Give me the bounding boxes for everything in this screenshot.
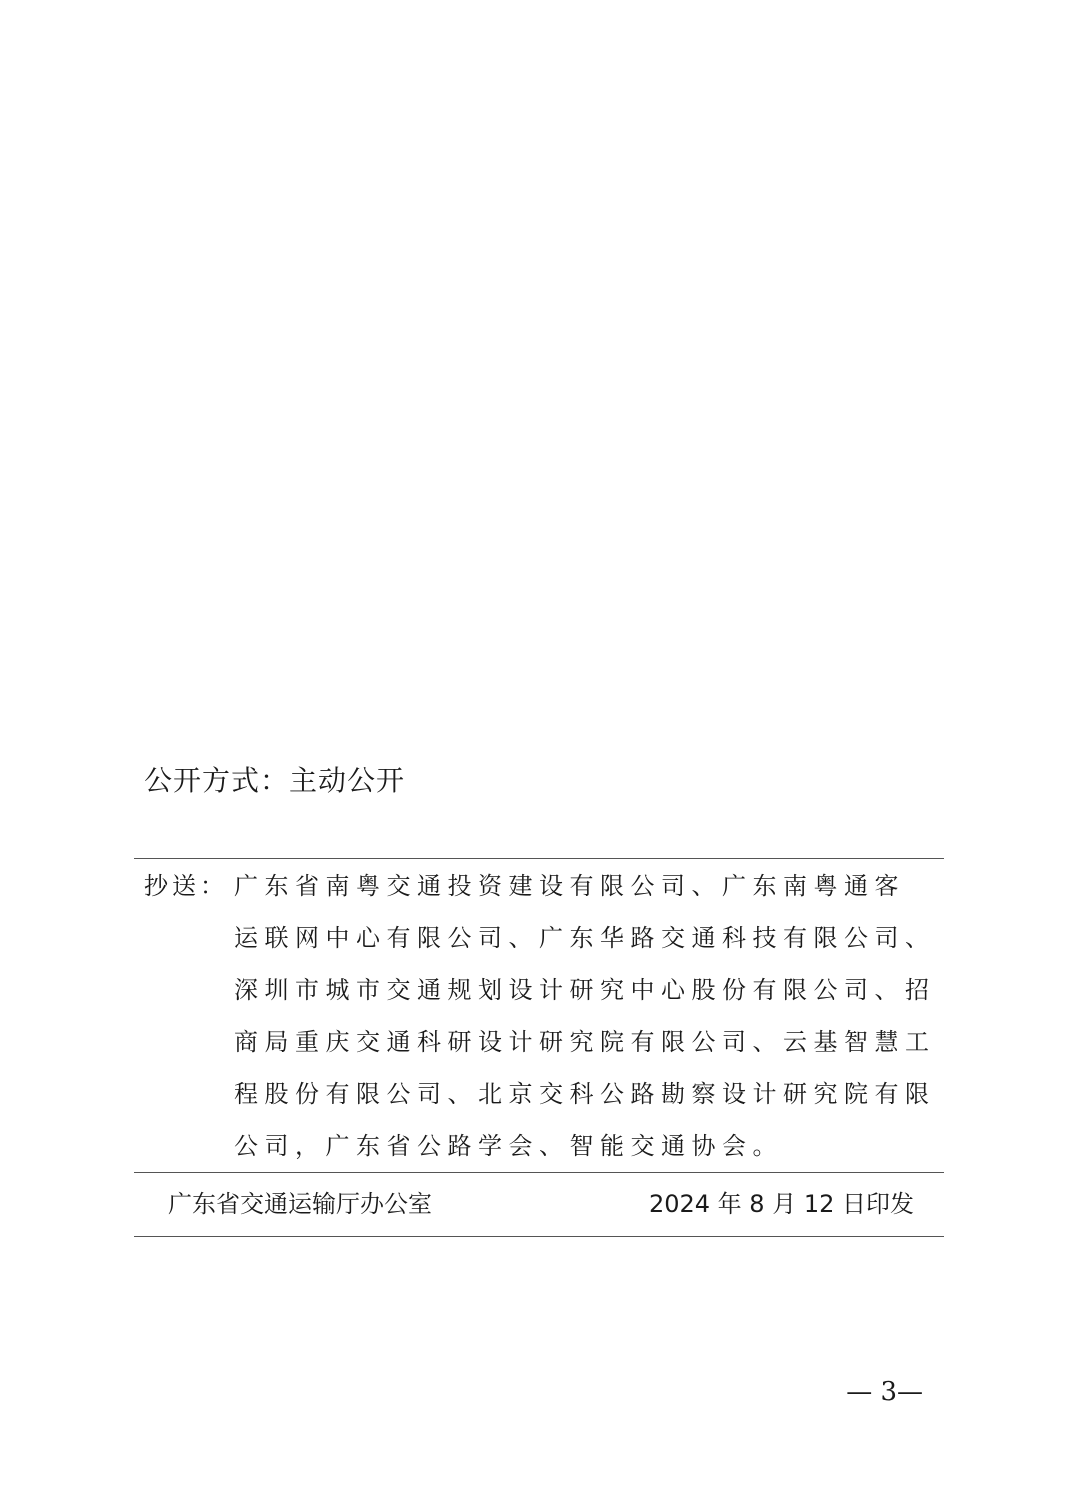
cc-line: 程股份有限公司、北京交科公路勘察设计研究院有限	[234, 1080, 936, 1108]
cc-line: 广东省南粤交通投资建设有限公司、广东南粤通客	[234, 872, 905, 900]
cc-line: 商局重庆交通科研设计研究院有限公司、云基智慧工	[234, 1028, 936, 1056]
issuing-office: 广东省交通运输厅办公室	[168, 1190, 432, 1218]
cc-line: 深圳市城市交通规划设计研究中心股份有限公司、招	[234, 976, 936, 1004]
disclosure-method: 公开方式：主动公开	[144, 764, 406, 797]
page-number: — 3—	[846, 1377, 923, 1407]
issue-date: 2024 年 8 月 12 日印发	[648, 1190, 914, 1218]
top-divider	[134, 858, 944, 859]
cc-recipients	[234, 866, 934, 1178]
cc-line: 公司，广东省公路学会、智能交通协会。	[234, 1132, 783, 1160]
bottom-divider	[134, 1236, 944, 1237]
middle-divider	[134, 1172, 944, 1173]
cc-line: 运联网中心有限公司、广东华路交通科技有限公司、	[234, 924, 936, 952]
cc-label: 抄送：	[144, 872, 228, 900]
